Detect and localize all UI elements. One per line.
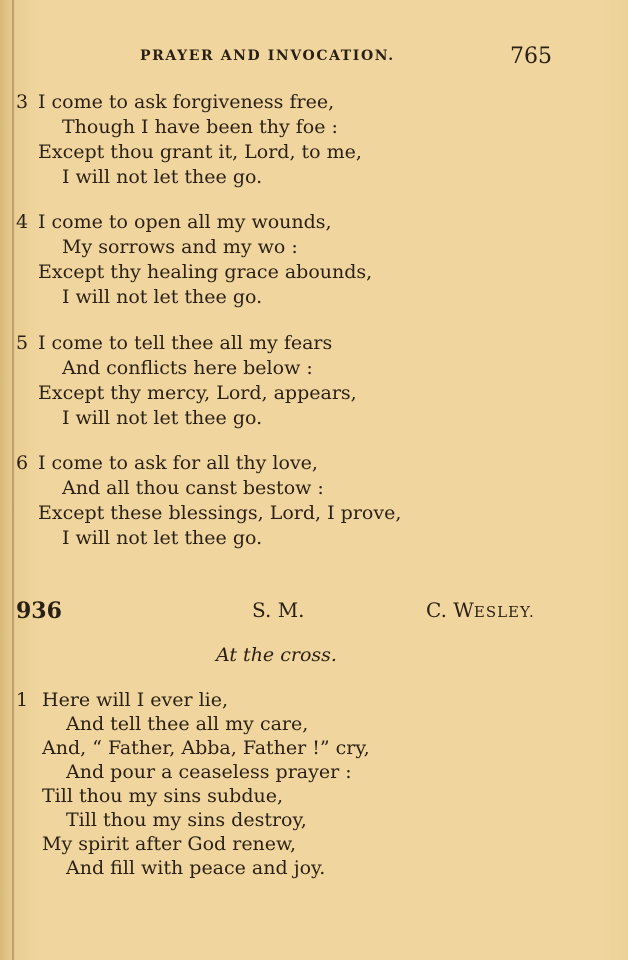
- running-header: [0, 44, 628, 74]
- verse-line: I come to ask forgiveness free,: [38, 91, 335, 113]
- verse-line: And fill with peace and joy.: [66, 857, 326, 879]
- author-initial: C. W: [426, 598, 474, 622]
- verse-line: And, “ Father, Abba, Father !” cry,: [42, 737, 370, 759]
- verse-line: I come to ask for all thy love,: [38, 452, 318, 474]
- verse-line: I will not let thee go.: [62, 407, 263, 429]
- verse-line: Here will I ever lie,: [42, 689, 229, 711]
- stanza-number: 3: [16, 91, 29, 113]
- verse-line: Though I have been thy foe :: [62, 116, 338, 138]
- verse-line: Till thou my sins destroy,: [66, 809, 307, 831]
- author-surname-rest: ESLEY.: [473, 603, 535, 621]
- verse-line: Except thy healing grace abounds,: [38, 261, 373, 283]
- verse-line: I will not let thee go.: [62, 527, 263, 549]
- hymn-author: [426, 598, 535, 622]
- verse-line: I come to open all my wounds,: [38, 211, 332, 233]
- hymn-subtitle: At the cross.: [216, 644, 337, 666]
- stanza-number: 4: [16, 211, 29, 233]
- verse-line: And tell thee all my care,: [66, 713, 309, 735]
- hymn-heading: [0, 598, 628, 628]
- hymn-number: 936: [16, 598, 62, 624]
- binding-gutter: [12, 0, 14, 960]
- verse-line: I will not let thee go.: [62, 166, 263, 188]
- verse-line: Except thou grant it, Lord, to me,: [38, 141, 362, 163]
- verse-line: My spirit after God renew,: [42, 833, 297, 855]
- stanza-number: 6: [16, 452, 29, 474]
- verse-line: And pour a ceaseless prayer :: [66, 761, 352, 783]
- verse-line: I come to tell thee all my fears: [38, 332, 333, 354]
- verse-line: I will not let thee go.: [62, 286, 263, 308]
- stanza-number: 5: [16, 332, 29, 354]
- verse-line: My sorrows and my wo :: [62, 236, 298, 258]
- stanza-number: 1: [16, 689, 29, 711]
- page-number: 765: [510, 44, 552, 69]
- verse-line: Till thou my sins subdue,: [42, 785, 284, 807]
- section-title: PRAYER AND INVOCATION.: [140, 48, 395, 64]
- verse-line: And conflicts here below :: [62, 357, 313, 379]
- verse-line: Except thy mercy, Lord, appears,: [38, 382, 357, 404]
- hymn-meter: S. M.: [252, 598, 305, 622]
- verse-line: And all thou canst bestow :: [62, 477, 324, 499]
- verse-line: Except these blessings, Lord, I prove,: [38, 502, 402, 524]
